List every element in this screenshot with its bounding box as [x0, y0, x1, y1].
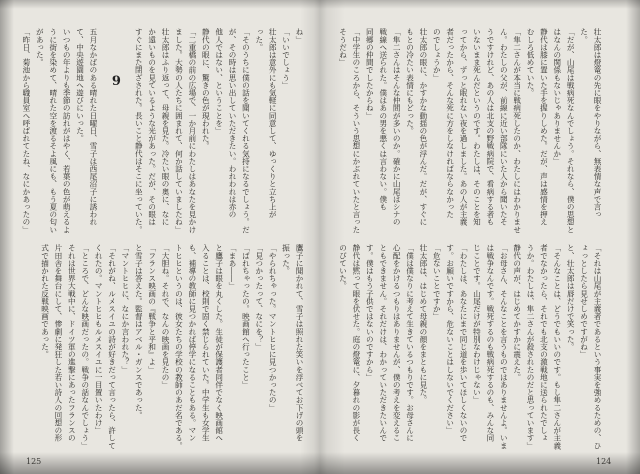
- text-column: はなんの関係もないじゃありませんか」: [552, 28, 562, 165]
- text-column: ん。わたしの父が、前線に近い部隊にいた人から聞いたそ: [499, 28, 509, 226]
- text-column: うに街を染めて、晴れた空を渡るそよ風にも、もう夏の匂い: [48, 28, 58, 234]
- text-column: 「いいでしょう」: [281, 28, 291, 89]
- text-column: ね」: [295, 28, 304, 44]
- text-column: す。僕はもう子供ではないのですから」: [365, 244, 375, 381]
- upper-tier: [20, 28, 306, 236]
- text-column: 戦線へ送られた。僕はあの男を悪くは言わない。僕も: [378, 28, 388, 211]
- text-column: 「見つかったって、なにを？」: [254, 244, 264, 351]
- text-column: も、補導の教師に見つかれば停学になることもある。マン: [187, 244, 197, 442]
- text-column: と雪子は答えた。監督はアベル・ガンスであった。: [134, 244, 144, 419]
- text-column: 者だったから、そんな死に方をしなければならなかった: [445, 28, 455, 218]
- text-column: いつもの年よりも季節の訪れがはやく、若葉の色が萌えるよ: [62, 28, 72, 234]
- text-column: た。: [579, 28, 589, 44]
- text-column: 心配をかけるつもりはありませんが、僕の考えを変えるこ: [392, 244, 402, 442]
- text-column: うか。わたしは、隼二さんが殺されたのだと思っています」: [526, 244, 536, 450]
- text-column: 「そのうちに僕の話を聞いてくれる気持になるでしょう。だ: [241, 28, 251, 234]
- text-column: くれたの。マントヒヒもルメスイユに一目置いたわけ」: [94, 244, 104, 434]
- text-block: [132, 28, 306, 236]
- text-column: 「それがね、ルメスイユの詩が好きだって言ったら、許して: [107, 244, 117, 450]
- text-column: 「隼二さんはそんな仲間が多いのか。確かに山尾はシナの: [392, 28, 402, 226]
- text-column: トヒヒというのは、彼女たちの学校の教師のあだ名である。: [174, 244, 184, 450]
- text-column: 他人ではない、ということを」: [214, 28, 224, 135]
- text-column: があった。: [35, 28, 45, 66]
- text-column: それは世界大戦中に、ドイツ軍の進撃にあったフランスの: [67, 244, 77, 442]
- text-column: は戦争なんです。戦死するのも戦病死するのも、みんな同: [485, 244, 495, 442]
- text-column: 五月なかばのある晴れた日曜日、雪子は西尾沼子に誘われ: [88, 28, 98, 226]
- text-column: すぐにまた閉ざされた。長いこと静代はそこに坐っていた。: [134, 28, 144, 234]
- text-column: 「まあ――」: [228, 244, 238, 290]
- text-column: むしろ低めていた。: [526, 28, 536, 97]
- text-column: 振った。: [281, 244, 291, 275]
- text-column: が、その時は思い出していただきたい。われわれは赤の: [228, 28, 238, 218]
- text-column: 「僕は僕なりに考えて生きているつもりです。お母さんに: [405, 244, 415, 442]
- text-column: 片田舎を舞台にして、惨劇に発狂した若い詩人の回想の形: [53, 244, 63, 442]
- text-column: そうだね」: [338, 28, 348, 66]
- text-column: 「ばれちゃったの。映画館へ行ったこと」: [241, 244, 251, 389]
- text-column: 静代の声が、はじめてかすかに震えた。: [512, 244, 522, 381]
- text-column: 静代の眼に、驚きの色が現われた。: [201, 28, 211, 150]
- text-column: て、中央遊園地へ遊びにいった。: [75, 28, 85, 142]
- text-column: のでしょうか」: [432, 28, 442, 82]
- text-column: いないまま死んだというのです。わたしは、そのことを知: [472, 28, 482, 226]
- text-column: 同郷の仲間でしたからね」: [365, 28, 375, 120]
- upper-tier: [336, 28, 604, 236]
- text-column: ました。大勢の人たちに囲まれて、何か話していましたね」: [174, 28, 184, 234]
- text-column: うですけれど、あの人は北支の野戦病院で、看病する者も: [485, 28, 495, 226]
- text-column: 「マントヒヒに、なにか言われた？」: [120, 244, 130, 374]
- text-column: もとの冷たい表情にもどった。: [405, 28, 415, 135]
- text-column: と、壮太郎は唇だけで笑った。: [566, 244, 576, 351]
- text-column: 「やられちゃった。マントヒヒに見つかったの」: [268, 244, 278, 412]
- text-block: [20, 28, 100, 236]
- text-column: 入ることは、校則で固く禁じられていた。中学生も女学生: [201, 244, 211, 442]
- text-column: 「昨日、菊池から職員室へ呼ばれてたね、なにかあったの」: [21, 28, 31, 234]
- text-column: 「危ないことですか」: [432, 244, 442, 320]
- text-column: 式で描かれた反戦映画であった。: [40, 244, 50, 358]
- text-column: 静代は黙って眼を伏せた。庭の燈篭に、夕暮れの影が長く: [351, 244, 361, 442]
- text-column: 「だが、山尾は戦病死なんでしょう。それなら、僕の思想と: [566, 28, 576, 234]
- text-column: 者でなかったら、それでも北支の激戦地に送られたでしょ: [539, 244, 549, 442]
- text-column: ともできません。それだけは、わかっていただきたいんで: [378, 244, 388, 442]
- text-column: 「ところで、どんな映画だったの。戦争の話なんでしょう」: [80, 244, 90, 450]
- text-column: 壮太郎は燈篭の先に眼をやりながら、無表情な声で言っ: [593, 28, 602, 218]
- text-column: ょっとしたら見せしめですがね」: [579, 244, 589, 358]
- text-column: 「わたしは、あなたにまで同じ道を歩いてほしくないので: [459, 244, 469, 442]
- text-column: 壮太郎はふり返って、母親を見た。冷たい眼の奥に、なに: [161, 28, 171, 226]
- lower-tier: [336, 244, 604, 452]
- page-number: 124: [596, 457, 612, 466]
- text-column: 「お母さん、そんなことを言うものではありませんよ。いま: [499, 244, 509, 450]
- text-column: ってから、ずっと眠れない夜を過しました。あの人が主義: [459, 28, 469, 226]
- text-column: 「それは山尾が主義者であるという事実を強めるための、ひ: [593, 244, 602, 450]
- text-column: 「そんなことは、どうでもいいのです。もし隼二さんが主義: [552, 244, 562, 450]
- text-column: 静代は膝に置いた手を握りしめた。だが、声は感情を押え: [539, 28, 549, 226]
- text-column: と鷹子は眼を丸くした。生徒が保護者同伴でなく映画館へ: [214, 244, 224, 442]
- text-column: 壮太郎は、はじめて母親の顔をまともに見た。: [418, 244, 428, 404]
- text-column: 壮太郎の眼に、かすかな動揺の色が浮んだ。だが、すぐに: [418, 28, 428, 226]
- text-column: か遠いものを見ているような光があった。だが、その眼は: [147, 28, 157, 226]
- text-column: 鷹子に聞かれて、雪子は照れた笑いを浮べてお下げの頭を: [295, 244, 304, 442]
- text-column: じことです。山尾だけが特別なわけじゃない」: [472, 244, 482, 404]
- lower-tier: [38, 244, 306, 452]
- text-column: った。: [254, 28, 264, 51]
- text-column: 「隼二さんが本当に戦病死したのか、わたしにはわかりませ: [512, 28, 522, 234]
- text-column: 「中学生のころから、そういう思想にかぶれていたと言った: [351, 28, 361, 234]
- text-column: 「フランス映画の『戦争と平和』よ」: [147, 244, 157, 374]
- text-column: のびていた。: [338, 244, 348, 290]
- text-column: 壮太郎は意外にも気軽に同意して、ゆっくりと立ち上が: [268, 28, 278, 218]
- text-column: 「大胆ね。それで、なんの映画を見たの」: [161, 244, 171, 389]
- text-column: す。お願いですから、危ないことはしないでください」: [445, 244, 455, 434]
- page-number: 125: [26, 457, 42, 466]
- chapter-number: 9: [108, 74, 124, 89]
- right-page: [320, 0, 640, 474]
- text-column: 「二重橋の前の広場で、一か月前にわたしはあなたを見かけ: [187, 28, 197, 234]
